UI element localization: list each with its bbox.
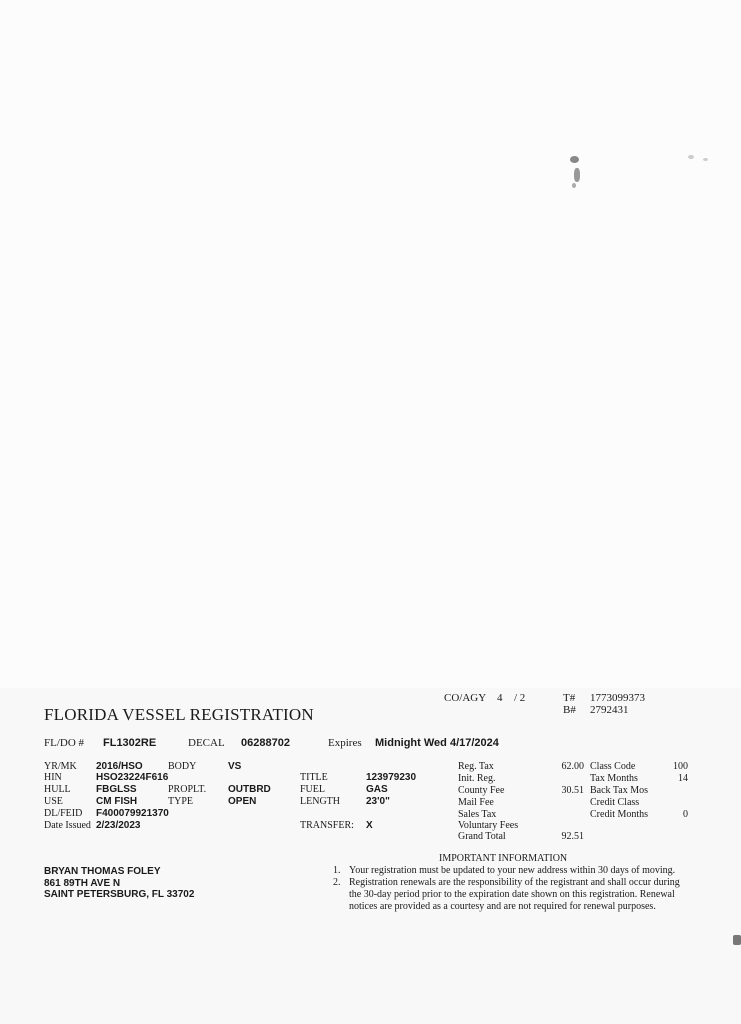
ink-smudge [688,155,694,159]
edge-mark [733,935,741,945]
important-item-1: Your registration must be updated to your new address within 30 days of moving. [349,865,676,876]
use-value: CM FISH [96,796,138,807]
fuel-label: FUEL [300,784,325,795]
dlfeid-value: F400079921370 [96,808,169,819]
body-value: VS [228,761,242,772]
t-number-label: T# [563,692,576,704]
type-value: OPEN [228,796,257,807]
important-heading: IMPORTANT INFORMATION [439,853,568,864]
yrmk-value: 2016/HSO [96,761,143,772]
yrmk-label: YR/MK [44,761,77,772]
ink-smudge [570,156,579,163]
class-info-value: 0 [683,809,688,820]
type-label: TYPE [168,796,193,807]
coagy-label: CO/AGY [444,692,487,704]
class-info-label: Credit Class [590,797,640,808]
important-item-number: 2. [333,877,341,888]
fldo-value: FL1302RE [103,737,157,749]
fuel-value: GAS [366,784,388,795]
class-info-value: 100 [673,761,688,772]
ink-smudge [703,158,708,161]
date-issued-label: Date Issued [44,820,91,831]
date-issued-value: 2/23/2023 [96,820,141,831]
fldo-label: FL/DO # [44,737,85,749]
class-info-label: Back Tax Mos [590,785,648,796]
class-info-label: Class Code [590,761,636,772]
b-number-value: 2792431 [590,704,629,716]
fee-value: 30.51 [561,785,584,796]
coagy-suffix: / 2 [514,692,526,704]
title-number-label: TITLE [300,772,328,783]
owner-name: BRYAN THOMAS FOLEY [44,866,161,877]
hull-value: FBGLSS [96,784,137,795]
fee-label: County Fee [458,785,505,796]
dlfeid-label: DL/FEID [44,808,83,819]
ink-smudge [572,183,576,188]
propulsion-label: PROPLT. [168,784,207,795]
b-number-label: B# [563,704,576,716]
page-title: FLORIDA VESSEL REGISTRATION [44,705,314,724]
length-label: LENGTH [300,796,340,807]
important-item-number: 1. [333,865,341,876]
coagy-value: 4 [497,692,503,704]
owner-city: SAINT PETERSBURG, FL 33702 [44,889,195,900]
length-value: 23'0" [366,796,390,807]
fee-label: Mail Fee [458,797,494,808]
hin-value: HSO23224F616 [96,772,169,783]
transfer-value: X [366,820,373,831]
use-label: USE [44,796,63,807]
t-number-value: 1773099373 [590,692,645,704]
decal-value: 06288702 [241,737,290,749]
propulsion-value: OUTBRD [228,784,271,795]
hin-label: HIN [44,772,62,783]
ink-smudge [574,168,580,182]
decal-label: DECAL [188,737,225,749]
fee-label: Reg. Tax [458,761,494,772]
hull-label: HULL [44,784,71,795]
class-info-value: 14 [678,773,688,784]
important-item-2: Registration renewals are the responsibility of the registrant and shall occur during the 30-day period prior to the expiration date shown on this registration. Renewal notices are provided as a courtesy and are not required for renewal purposes. [349,877,680,912]
owner-address: 861 89TH AVE N [44,878,121,889]
grand-total-label: Grand Total [458,831,506,842]
title-number-value: 123979230 [366,772,417,783]
fee-label: Sales Tax [458,809,497,820]
body-label: BODY [168,761,197,772]
transfer-label: TRANSFER: [300,820,354,831]
fee-label: Init. Reg. [458,773,496,784]
class-info-label: Credit Months [590,809,649,820]
expires-label: Expires [328,737,362,749]
expires-value: Midnight Wed 4/17/2024 [375,737,499,749]
fee-label: Voluntary Fees [458,820,519,831]
grand-total-value: 92.51 [561,831,584,842]
fee-value: 62.00 [561,761,584,772]
class-info-label: Tax Months [590,773,638,784]
